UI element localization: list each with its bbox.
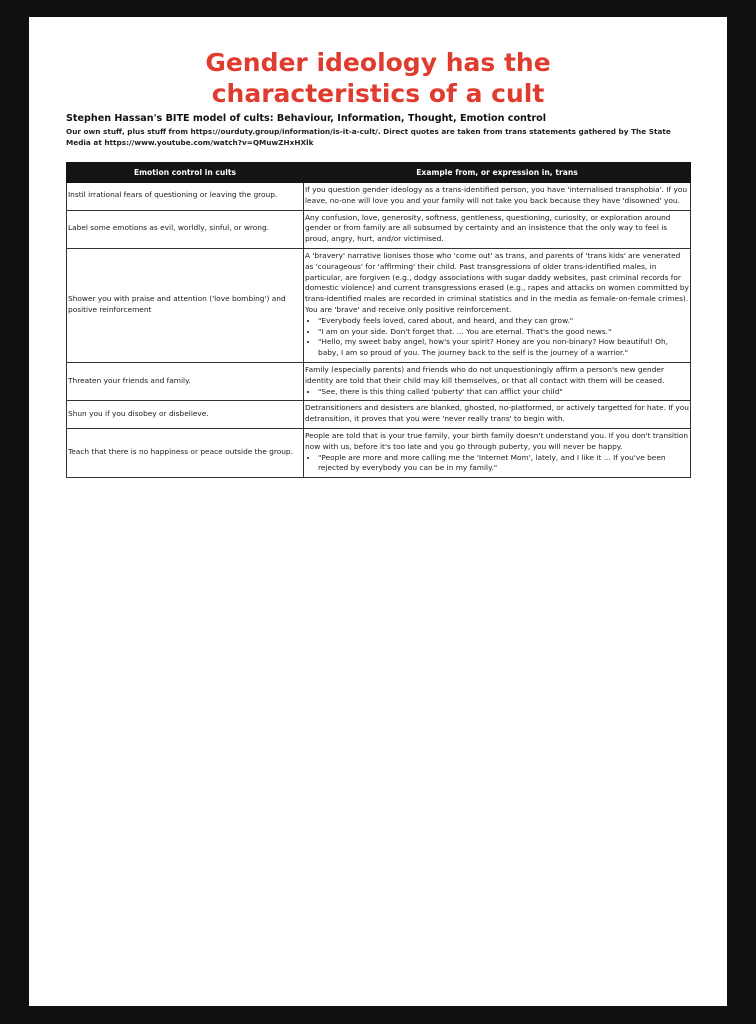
quote-item: • "Everybody feels loved, cared about, and heard, and they can grow." [318,316,689,327]
column-header-emotion-control: Emotion control in cults [67,163,304,183]
example-text: Any confusion, love, generosity, softness, gentleness, questioning, curiosity, or exploration around gender or from family are all subsumed by certainty and an insistence that the only way to feel is proud, angry, hurt, and/or victimised. [305,212,671,244]
table-header-row [67,163,691,183]
quote-list [305,453,689,475]
trans-example-cell [304,428,691,477]
quote-item: • "People are more and more calling me the 'Internet Mom', lately, and I like it ... If you've been rejected by everybody you can be in my family." [318,453,689,475]
cult-tactic-cell: Shun you if you disobey or disbelieve. [67,401,304,429]
quote-item: • "I am on your side. Don't forget that. ... You are eternal. That's the good news." [318,327,689,338]
title-line-2: characteristics of a cult [211,79,545,108]
example-text: If you question gender ideology as a trans-identified person, you have 'internalised transphobia'. If you leave, no-one will love you and your family will not take you back because they have 'disowned' you. [305,185,688,205]
example-text: A 'bravery' narrative lionises those who 'come out' as trans, and parents of 'trans kids' are venerated as 'courageous' for 'affirming' their child. Past transgressions of older trans-identified males, in particular, are forgiven (e.g., dodgy associations with sugar daddy websites, past criminal records for domestic violence) and current transgressions erased (e.g., rapes and attacks on women committed by trans-identified males are recorded in criminal statistics and in the media as female-on-female crimes). You are 'brave' and receive only positive reinforcement. [305,250,689,314]
example-text: People are told that is your true family, your birth family doesn't understand you. If you don't transition now with us, before it's too late and you go through puberty, you will never be happy. [305,430,689,451]
cult-tactic-cell: Instil irrational fears of questioning or leaving the group. [67,183,304,211]
table-row [67,248,691,362]
source-note: Our own stuff, plus stuff from https://ourduty.group/information/is-it-a-cult/. Direct quotes are taken from trans statements gathered by The State Media at https://www.youtube.com/watch?v=QMuwZHxHXlk [66,127,671,147]
title-line-1: Gender ideology has the [205,48,551,77]
table-row [67,210,691,248]
emotion-control-table [66,162,691,478]
trans-example-cell [304,210,691,248]
example-text: Family (especially parents) and friends who do not unquestioningly affirm a person's new gender identity are told that their child may kill themselves, or that all contact with them will be ceased. [305,364,665,385]
page-title [29,47,727,109]
table-row [67,183,691,211]
quote-list [305,387,689,398]
trans-example-cell [304,183,691,211]
trans-example-cell [304,362,691,400]
table-row [67,401,691,429]
quote-item: • "Hello, my sweet baby angel, how's your spirit? Honey are you non-binary? How beautiful! Oh, baby, I am so proud of you. The journey back to the self is the journey of a warrior." [318,337,689,359]
table-row [67,428,691,477]
column-header-trans-example: Example from, or expression in, trans [304,163,691,183]
trans-example-cell [304,401,691,429]
subtitle: Stephen Hassan's BITE model of cults: Behaviour, Information, Thought, Emotion control [66,113,547,124]
cult-tactic-cell: Threaten your friends and family. [67,362,304,400]
document-page [29,17,727,1006]
quote-list [305,316,689,359]
quote-item: • "See, there is this thing called 'puberty' that can afflict your child" [318,387,689,398]
table-row [67,362,691,400]
cult-tactic-cell: Teach that there is no happiness or peace outside the group. [67,428,304,477]
trans-example-cell [304,248,691,362]
cult-tactic-cell: Label some emotions as evil, worldly, sinful, or wrong. [67,210,304,248]
cult-tactic-cell: Shower you with praise and attention ('love bombing') and positive reinforcement [67,248,304,362]
example-text: Detransitioners and desisters are blanked, ghosted, no-platformed, or actively targetted for hate. If you detransition, it proves that you were 'never really trans' to begin with. [305,403,689,424]
